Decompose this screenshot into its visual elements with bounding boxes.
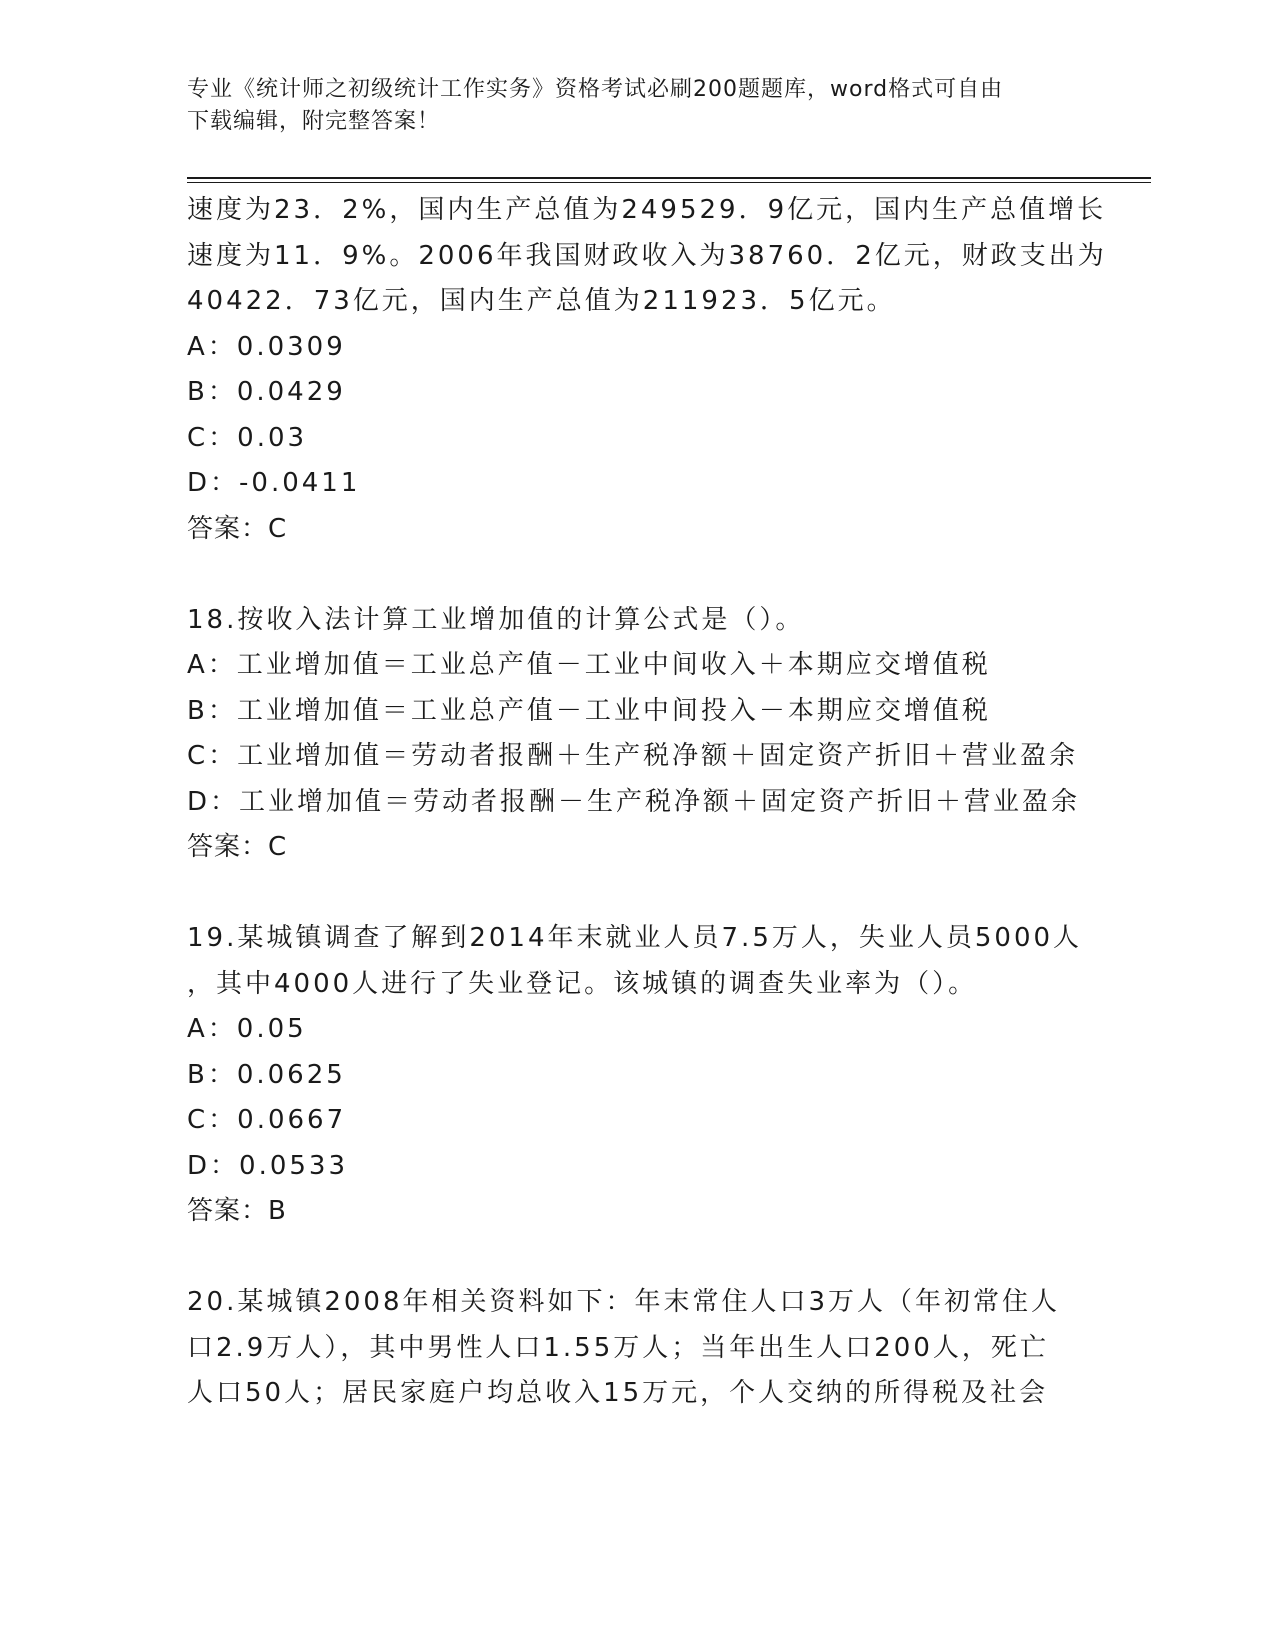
option-c: C：工业增加值＝劳动者报酬＋生产税净额＋固定资产折旧＋营业盈余 bbox=[187, 741, 1079, 771]
question-text-line: 40422．73亿元，国内生产总值为211923．5亿元。 bbox=[187, 286, 896, 316]
option-b: B：0.0429 bbox=[187, 377, 346, 407]
question-18 bbox=[187, 598, 1087, 871]
question-text-line: 速度为23．2%，国内生产总值为249529．9亿元，国内生产总值增长 bbox=[187, 195, 1107, 225]
question-text-line: 19.某城镇调查了解到2014年末就业人员7.5万人，失业人员5000人 bbox=[187, 923, 1083, 953]
question-text-line: 速度为11．9%。2006年我国财政收入为38760．2亿元，财政支出为 bbox=[187, 240, 1107, 271]
question-text-line: ，其中4000人进行了失业登记。该城镇的调查失业率为（）。 bbox=[187, 968, 978, 999]
option-a: A：工业增加值＝工业总产值－工业中间收入＋本期应交增值税 bbox=[187, 650, 991, 680]
spacer bbox=[187, 871, 1087, 917]
document-header bbox=[187, 74, 1067, 138]
question-text-line: 18.按收入法计算工业增加值的计算公式是（）。 bbox=[187, 604, 805, 635]
question-17 bbox=[187, 188, 1107, 552]
header-divider-thin bbox=[187, 182, 1151, 183]
option-d: D：-0.0411 bbox=[187, 468, 361, 498]
answer-line: 答案：B bbox=[187, 1196, 287, 1226]
header-divider-thick bbox=[187, 177, 1151, 179]
header-line-2: 下载编辑，附完整答案！ bbox=[187, 109, 441, 134]
spacer bbox=[187, 1235, 1087, 1281]
question-19 bbox=[187, 916, 1087, 1235]
option-c: C：0.0667 bbox=[187, 1105, 347, 1135]
document-body bbox=[187, 188, 1107, 1417]
option-a: A：0.05 bbox=[187, 1014, 307, 1044]
option-b: B：0.0625 bbox=[187, 1059, 346, 1090]
option-b: B：工业增加值＝工业总产值－工业中间投入－本期应交增值税 bbox=[187, 695, 991, 726]
question-20 bbox=[187, 1280, 1087, 1417]
option-a: A：0.0309 bbox=[187, 331, 346, 362]
option-d: D：0.0533 bbox=[187, 1150, 348, 1181]
question-text-line: 人口50人；居民家庭户均总收入15万元，个人交纳的所得税及社会 bbox=[187, 1378, 1049, 1408]
option-d: D：工业增加值＝劳动者报酬－生产税净额＋固定资产折旧＋营业盈余 bbox=[187, 786, 1081, 817]
header-line-1: 专业《统计师之初级统计工作实务》资格考试必刷200题题库，word格式可自由 bbox=[187, 77, 1004, 102]
answer-line: 答案：C bbox=[187, 832, 288, 862]
spacer bbox=[187, 552, 1087, 598]
option-c: C：0.03 bbox=[187, 422, 308, 453]
question-text-line: 口2.9万人），其中男性人口1.55万人；当年出生人口200人，死亡 bbox=[187, 1332, 1049, 1363]
question-text-line: 20.某城镇2008年相关资料如下：年末常住人口3万人（年初常住人 bbox=[187, 1287, 1061, 1317]
answer-line: 答案：C bbox=[187, 513, 288, 544]
